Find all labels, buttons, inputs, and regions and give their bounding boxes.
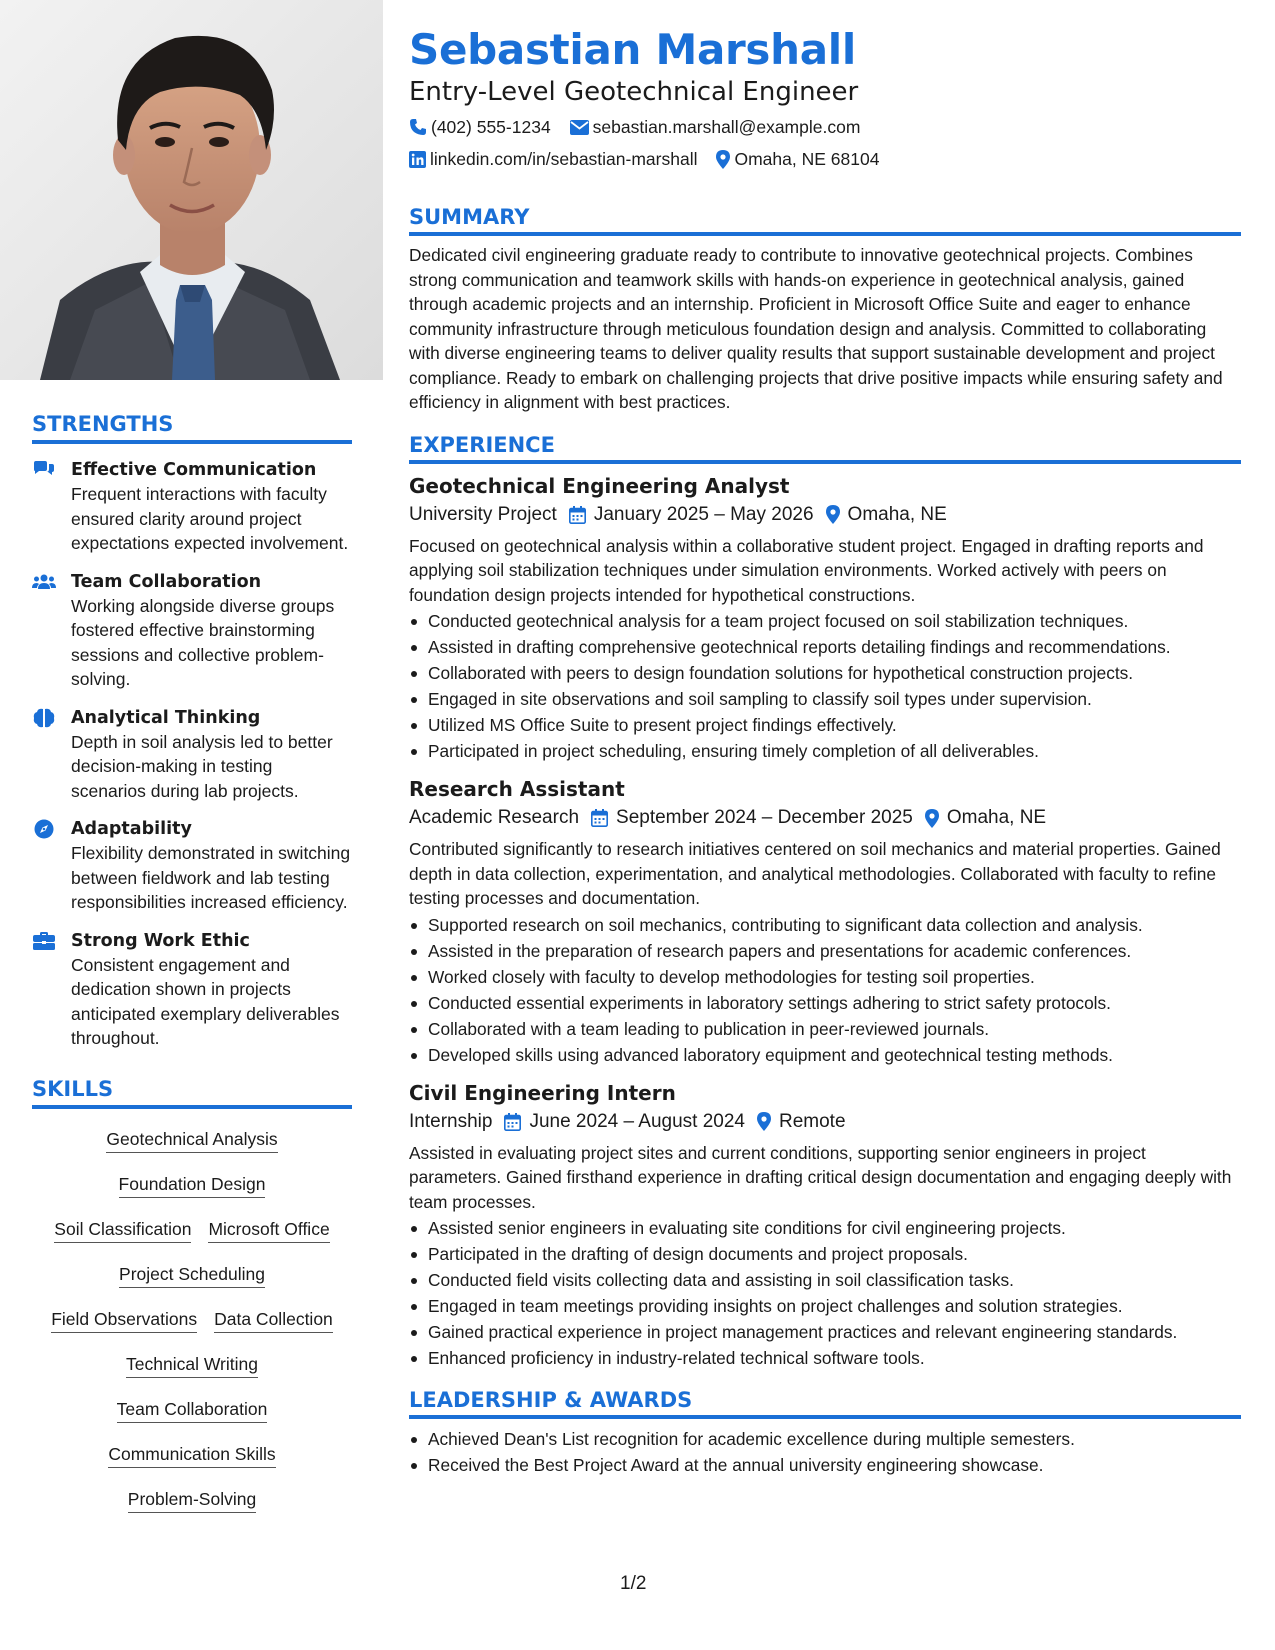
job-bullet: Conducted essential experiments in laboratory settings adhering to strict safety protocols. bbox=[409, 991, 1241, 1015]
strength-desc: Flexibility demonstrated in switching between fieldwork and lab testing responsibilities increased efficiency. bbox=[71, 843, 351, 912]
users-icon bbox=[32, 572, 56, 592]
location-pin-icon bbox=[925, 809, 939, 828]
contact-row bbox=[409, 115, 1241, 139]
candidate-name: Sebastian Marshall bbox=[409, 25, 856, 74]
skill-tag: Geotechnical Analysis bbox=[106, 1127, 277, 1153]
job-bullet: Worked closely with faculty to develop methodologies for testing soil properties. bbox=[409, 965, 1241, 989]
job-location bbox=[925, 804, 1046, 832]
award-item: Received the Best Project Award at the annual university engineering showcase. bbox=[409, 1453, 1241, 1477]
job-bullet: Collaborated with a team leading to publication in peer-reviewed journals. bbox=[409, 1017, 1241, 1041]
linkedin-icon bbox=[409, 151, 426, 168]
skill-tag: Technical Writing bbox=[126, 1352, 258, 1378]
job-dates bbox=[504, 1108, 745, 1136]
skill-tag: Problem-Solving bbox=[128, 1487, 256, 1513]
skill-tag: Data Collection bbox=[214, 1307, 333, 1333]
job-bullet: Participated in the drafting of design documents and project proposals. bbox=[409, 1242, 1241, 1266]
brain-icon bbox=[32, 708, 56, 728]
sidebar-content bbox=[32, 412, 352, 1513]
job-dates bbox=[569, 501, 814, 529]
job-bullet: Conducted geotechnical analysis for a team project focused on soil stabilization techniques. bbox=[409, 609, 1241, 633]
job-entry bbox=[409, 775, 1241, 1067]
skill-tag: Field Observations bbox=[51, 1307, 197, 1333]
skill-tag: Communication Skills bbox=[108, 1442, 275, 1468]
skills-heading: SKILLS bbox=[32, 1077, 352, 1109]
skills-section bbox=[32, 1077, 352, 1513]
awards-heading: LEADERSHIP & AWARDS bbox=[409, 1388, 1241, 1419]
awards-section bbox=[409, 1388, 1241, 1477]
awards-list bbox=[409, 1427, 1241, 1477]
job-bullet: Enhanced proficiency in industry-related technical software tools. bbox=[409, 1346, 1241, 1370]
location-pin-icon bbox=[716, 150, 730, 169]
job-bullet: Developed skills using advanced laboratory equipment and geotechnical testing methods. bbox=[409, 1043, 1241, 1067]
summary-heading: SUMMARY bbox=[409, 205, 1241, 236]
strength-title: Analytical Thinking bbox=[71, 707, 261, 728]
strength-desc: Consistent engagement and dedication shown in projects anticipated exemplary deliverables throughout. bbox=[71, 954, 340, 1048]
summary-text: Dedicated civil engineering graduate ready to contribute to innovative geotechnical projects. Combines strong communication and teamwork skills with hands-on experience in geotechnical analysis, gained through academic projects and an internship. Proficient in Microsoft Office Suite and eager to enhance community infrastructure through meticulous foundation design and analysis. Committed to collaborating with diverse engineering teams to deliver quality results that support sustainable development and project compliance. Ready to embark on challenging projects that drive positive impacts while ensuring safety and efficiency in alignment with best practices. bbox=[409, 245, 1223, 412]
skill-tag: Foundation Design bbox=[119, 1172, 266, 1198]
job-bullets bbox=[409, 1216, 1241, 1370]
location-pin-icon bbox=[826, 505, 840, 524]
job-entry bbox=[409, 1079, 1241, 1371]
job-meta bbox=[409, 804, 1241, 832]
page-number: 1/2 bbox=[620, 1573, 647, 1594]
strength-item bbox=[32, 458, 352, 556]
strength-item bbox=[32, 706, 352, 804]
skill-tag: Team Collaboration bbox=[117, 1397, 268, 1423]
job-dates-text: January 2025 – May 2026 bbox=[593, 503, 814, 525]
experience-heading: EXPERIENCE bbox=[409, 433, 1241, 464]
job-location-text: Omaha, NE bbox=[946, 807, 1047, 828]
skills-list bbox=[32, 1127, 352, 1513]
job-bullet: Utilized MS Office Suite to present project findings effectively. bbox=[409, 713, 1241, 737]
phone-icon bbox=[409, 118, 427, 136]
job-bullet: Conducted field visits collecting data and assisting in soil classification tasks. bbox=[409, 1268, 1241, 1292]
profile-photo bbox=[0, 0, 383, 380]
strength-title: Effective Communication bbox=[71, 460, 317, 480]
job-bullet: Assisted senior engineers in evaluating site conditions for civil engineering projects. bbox=[409, 1216, 1241, 1240]
skill-tag: Soil Classification bbox=[54, 1217, 191, 1243]
strength-desc: Frequent interactions with faculty ensured clarity around project expectations expected involvement. bbox=[71, 484, 349, 553]
job-dates-text: September 2024 – December 2025 bbox=[616, 807, 913, 828]
job-meta bbox=[409, 1108, 1241, 1136]
job-location bbox=[757, 1108, 846, 1136]
location-text: Omaha, NE 68104 bbox=[734, 149, 880, 169]
strength-item bbox=[32, 929, 352, 1051]
email-contact[interactable] bbox=[570, 115, 861, 139]
calendar-icon bbox=[591, 809, 608, 827]
strength-desc: Depth in soil analysis led to better decision-making in testing scenarios during lab projects. bbox=[71, 731, 333, 801]
job-dates bbox=[591, 804, 913, 832]
job-title: Geotechnical Engineering Analyst bbox=[409, 473, 790, 498]
job-bullet: Engaged in site observations and soil sampling to classify soil types under supervision. bbox=[409, 687, 1241, 711]
strength-title: Adaptability bbox=[71, 819, 192, 839]
experience-section bbox=[409, 433, 1241, 1371]
envelope-icon bbox=[570, 120, 589, 135]
job-location-text: Remote bbox=[778, 1110, 846, 1132]
job-meta bbox=[409, 501, 1241, 529]
strength-item bbox=[32, 570, 352, 692]
skill-tag: Project Scheduling bbox=[119, 1262, 265, 1288]
job-bullet: Assisted in the preparation of research papers and presentations for academic conferences. bbox=[409, 939, 1241, 963]
job-bullet: Participated in project scheduling, ensuring timely completion of all deliverables. bbox=[409, 739, 1241, 763]
job-title: Civil Engineering Intern bbox=[409, 1080, 676, 1105]
award-item: Achieved Dean's List recognition for academic excellence during multiple semesters. bbox=[409, 1427, 1241, 1451]
summary-section bbox=[409, 205, 1241, 415]
phone-text: (402) 555-1234 bbox=[431, 117, 551, 137]
strength-title: Strong Work Ethic bbox=[71, 930, 250, 951]
phone-contact[interactable] bbox=[409, 115, 551, 139]
job-org: Internship bbox=[409, 1110, 493, 1132]
strength-desc: Working alongside diverse groups fostered effective brainstorming sessions and collective problem-solving. bbox=[71, 595, 335, 689]
job-description: Assisted in evaluating project sites and current conditions, supporting senior engineers in project parameters. Gained firsthand experience in drafting critical design documentation and engaging deeply with team processes. bbox=[409, 1142, 1232, 1212]
calendar-icon bbox=[504, 1113, 521, 1131]
job-bullet: Assisted in drafting comprehensive geotechnical reports detailing findings and recommendations. bbox=[409, 635, 1241, 659]
strengths-heading: STRENGTHS bbox=[32, 412, 352, 444]
location-contact bbox=[716, 147, 879, 171]
strength-item bbox=[32, 817, 352, 915]
comments-icon bbox=[32, 460, 56, 480]
portrait-illustration bbox=[0, 0, 383, 380]
contact-row bbox=[409, 147, 1241, 171]
job-title: Research Assistant bbox=[409, 777, 625, 801]
candidate-title: Entry-Level Geotechnical Engineer bbox=[409, 77, 859, 107]
job-org: Academic Research bbox=[409, 807, 580, 828]
job-entry bbox=[409, 472, 1241, 764]
job-description: Focused on geotechnical analysis within a collaborative student project. Engaged in drafting reports and applying soil stabilization techniques under simulation environments. Worked actively with peers on foundation design projects intended for hypothetical constructions. bbox=[409, 535, 1204, 605]
job-location bbox=[826, 501, 947, 529]
linkedin-text: linkedin.com/in/sebastian-marshall bbox=[430, 149, 698, 169]
strength-title: Team Collaboration bbox=[71, 571, 262, 592]
job-bullet: Gained practical experience in project management practices and relevant engineering standards. bbox=[409, 1320, 1241, 1344]
job-bullet: Collaborated with peers to design foundation solutions for hypothetical construction projects. bbox=[409, 661, 1241, 685]
job-description: Contributed significantly to research initiatives centered on soil mechanics and material properties. Gained depth in data collection, experimentation, and analytical methodologies. Collaborated with faculty to refine testing processes and documentation. bbox=[409, 839, 1221, 908]
compass-icon bbox=[32, 819, 56, 839]
job-dates-text: June 2024 – August 2024 bbox=[529, 1110, 745, 1132]
skill-tag: Microsoft Office bbox=[208, 1217, 329, 1243]
job-bullet: Supported research on soil mechanics, contributing to significant data collection and analysis. bbox=[409, 913, 1241, 937]
linkedin-contact[interactable] bbox=[409, 147, 697, 171]
job-location-text: Omaha, NE bbox=[847, 503, 947, 525]
job-bullet: Engaged in team meetings providing insights on project challenges and solution strategies. bbox=[409, 1294, 1241, 1318]
job-org: University Project bbox=[409, 503, 557, 525]
main-content bbox=[409, 26, 1241, 1477]
job-bullets bbox=[409, 609, 1241, 763]
sidebar bbox=[0, 0, 383, 1650]
email-text: sebastian.marshall@example.com bbox=[592, 117, 861, 137]
briefcase-icon bbox=[32, 931, 56, 951]
calendar-icon bbox=[569, 506, 586, 524]
job-bullets bbox=[409, 913, 1241, 1067]
location-pin-icon bbox=[757, 1112, 771, 1131]
